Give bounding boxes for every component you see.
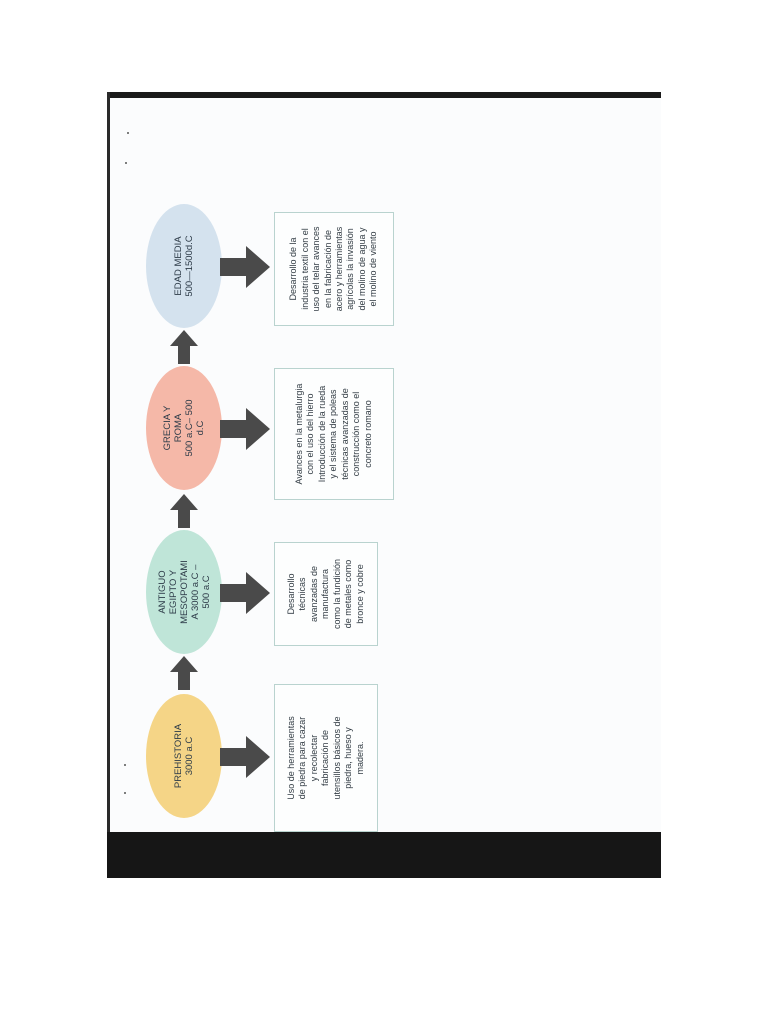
stage-oval-prehistoria <box>146 694 222 818</box>
stage-oval-edad-media <box>146 204 222 328</box>
down-arrow-icon <box>220 240 272 290</box>
down-arrow-icon <box>220 730 272 780</box>
stage-description: Desarrollo técnicas avanzadas de manufactura como la fundición de metales como bronce y cobre <box>286 558 365 630</box>
right-arrow-icon <box>170 654 198 690</box>
stage-description: Uso de herramientas de piedra para cazar y recolectar fabricación de utensillos básicos de piedra, hueso y madera. <box>286 716 365 800</box>
stage-description-box <box>274 368 394 500</box>
stage-title: PREHISTORIA 3000 a.C <box>173 723 195 789</box>
stage-description: Avances en la metalurgia con el uso del hierro Introducción de la rueda y el sistema de poleas técnicas avanzadas de construcción como el concreto romano <box>294 383 373 485</box>
down-arrow-icon <box>220 566 272 616</box>
scanned-page <box>107 92 661 878</box>
stage-description: Desarrollo de la industria textil con el uso del telar avances en la fabricación de acero y herramientas agrícolas la invasión del molino de agua y el molino de viento <box>288 226 379 312</box>
stage-description-box <box>274 212 394 326</box>
timeline-diagram <box>108 94 660 834</box>
stage-oval-grecia-roma <box>146 366 222 490</box>
stage-title: EDAD MEDIA 500—1500d.C <box>173 235 195 297</box>
stage-oval-antiguo-egipto <box>146 530 222 654</box>
down-arrow-icon <box>220 402 272 452</box>
stage-description-box <box>274 542 378 646</box>
right-arrow-icon <box>170 492 198 528</box>
right-arrow-icon <box>170 328 198 364</box>
stage-title: GRECIA Y ROMA 500 a.C– 500 d.C <box>162 399 206 457</box>
stage-description-box <box>274 684 378 832</box>
scan-bottom-edge <box>107 832 661 878</box>
stage-title: ANTIGUO EGIPTO Y MESOPOTAMI A 3000 a.C – 500 a.C <box>156 560 212 624</box>
